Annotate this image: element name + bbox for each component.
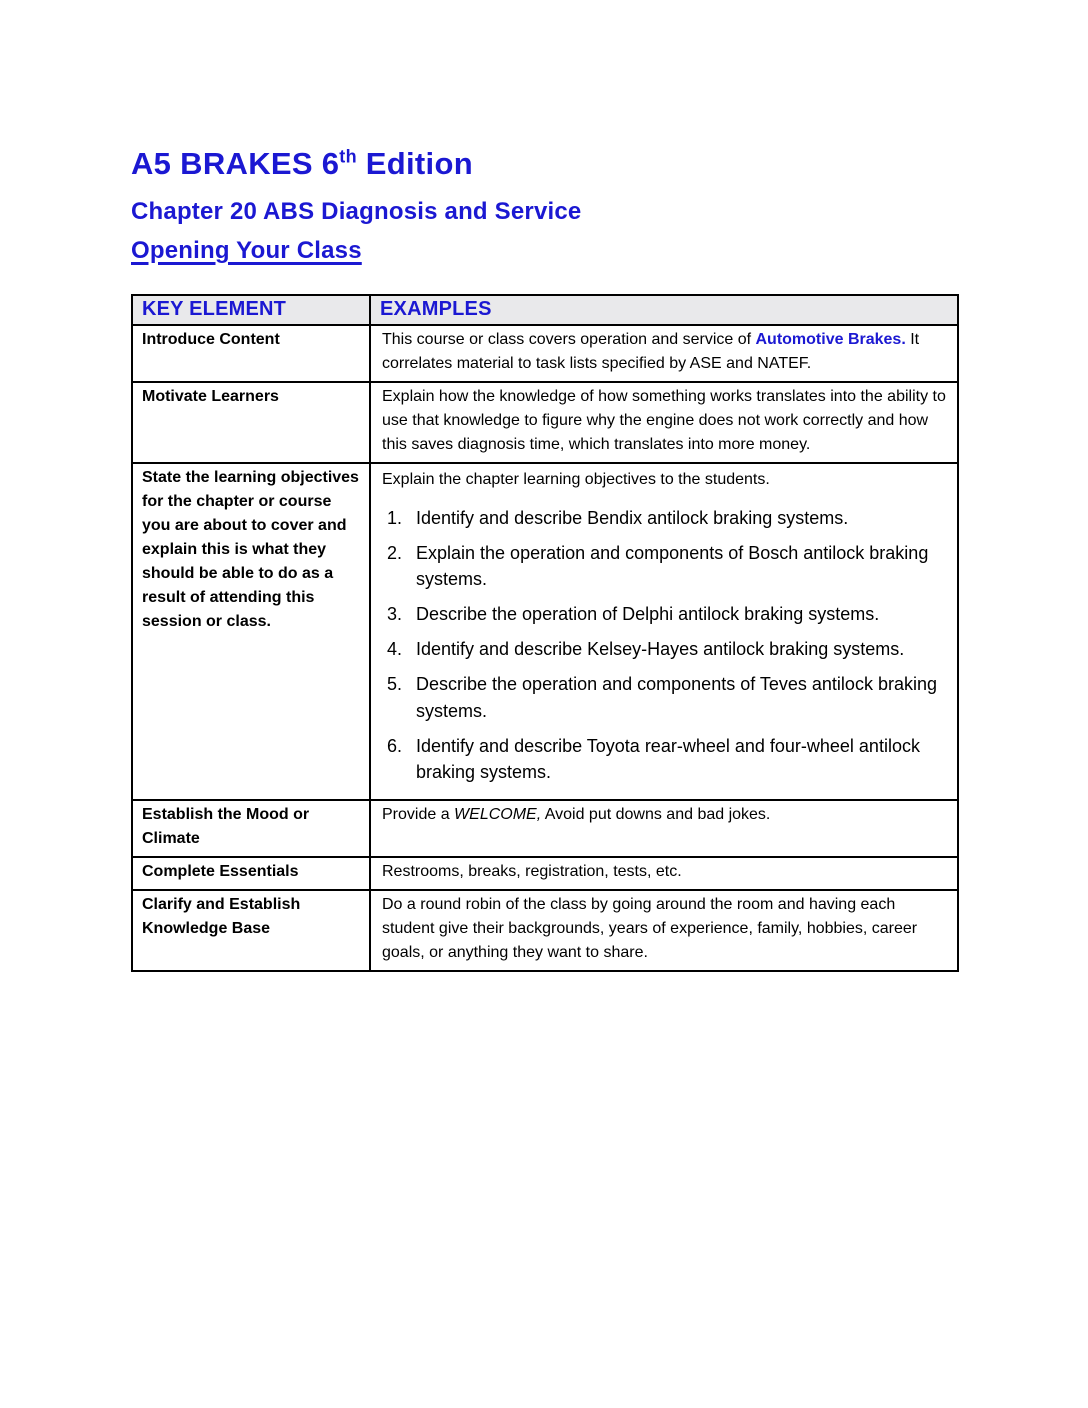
example-text-before: Provide a (382, 805, 455, 823)
example-text-highlight: Automotive Brakes. (755, 331, 906, 348)
objective-item: Explain the operation and components of Bosch antilock braking systems. (416, 543, 929, 590)
column-header-examples: EXAMPLES (370, 295, 958, 325)
page-title (131, 146, 1088, 182)
example-text (382, 803, 949, 827)
chapter-subtitle: Chapter 20 ABS Diagnosis and Service (131, 198, 582, 225)
objective-item: Describe the operation of Delphi antilock braking systems. (416, 604, 880, 625)
table-row (132, 325, 958, 382)
example-text (382, 328, 949, 376)
objectives-intro-text: Explain the chapter learning objectives to the students. (382, 471, 770, 488)
objective-item: Identify and describe Bendix antilock braking systems. (416, 508, 849, 528)
section-heading: Opening Your Class (131, 237, 362, 264)
page-title-suffix: Edition (356, 146, 473, 181)
table-header-row (132, 295, 958, 325)
key-cell-clarify-knowledge-base: Clarify and Establish Knowledge Base (132, 890, 370, 971)
objectives-list (382, 505, 949, 785)
table-row (132, 463, 958, 800)
example-cell-establish-mood (370, 800, 958, 857)
page-title-text: A5 BRAKES 6 (131, 146, 340, 181)
key-cell-introduce-content: Introduce Content (132, 325, 370, 382)
objective-item: Identify and describe Toyota rear-wheel and four-wheel antilock braking systems. (416, 735, 920, 782)
table-row (132, 382, 958, 463)
page-title-superscript: th (339, 146, 357, 167)
example-text: Explain how the knowledge of how something works translates into the ability to use that knowledge to figure why the engine does not work correctly and how this saves diagnosis time, which translates into more money. (382, 388, 946, 453)
example-cell-motivate-learners (370, 382, 958, 463)
key-cell-motivate-learners: Motivate Learners (132, 382, 370, 463)
example-cell-complete-essentials (370, 857, 958, 890)
example-cell-learning-objectives (370, 463, 958, 800)
example-text-after: Avoid put downs and bad jokes. (541, 805, 771, 823)
table-row (132, 857, 958, 890)
example-text: Do a round robin of the class by going around the room and having each student give their backgrounds, years of experience, family, hobbies, career goals, or anything they want to share. (382, 895, 918, 961)
key-cell-complete-essentials: Complete Essentials (132, 857, 370, 890)
key-cell-establish-mood: Establish the Mood or Climate (132, 800, 370, 857)
column-header-key-element: KEY ELEMENT (132, 295, 370, 325)
example-text-italic: WELCOME, (454, 805, 542, 823)
key-cell-learning-objectives: State the learning objectives for the chapter or course you are about to cover and explain this is what they should be able to do as a result of attending this session or class. (132, 463, 370, 800)
table-row (132, 890, 958, 971)
example-cell-clarify-knowledge-base (370, 890, 958, 971)
example-text: Restrooms, breaks, registration, tests, etc. (382, 862, 682, 880)
objective-item: Describe the operation and components of Teves antilock braking systems. (416, 674, 937, 721)
example-text-before: This course or class covers operation and service of (382, 331, 756, 348)
table-row (132, 800, 958, 857)
example-cell-introduce-content (370, 325, 958, 382)
objective-item: Identify and describe Kelsey-Hayes antilock braking systems. (416, 639, 905, 660)
key-elements-table (131, 294, 959, 972)
example-text-after: It correlates material to task lists specified by ASE and NATEF. (382, 331, 920, 372)
